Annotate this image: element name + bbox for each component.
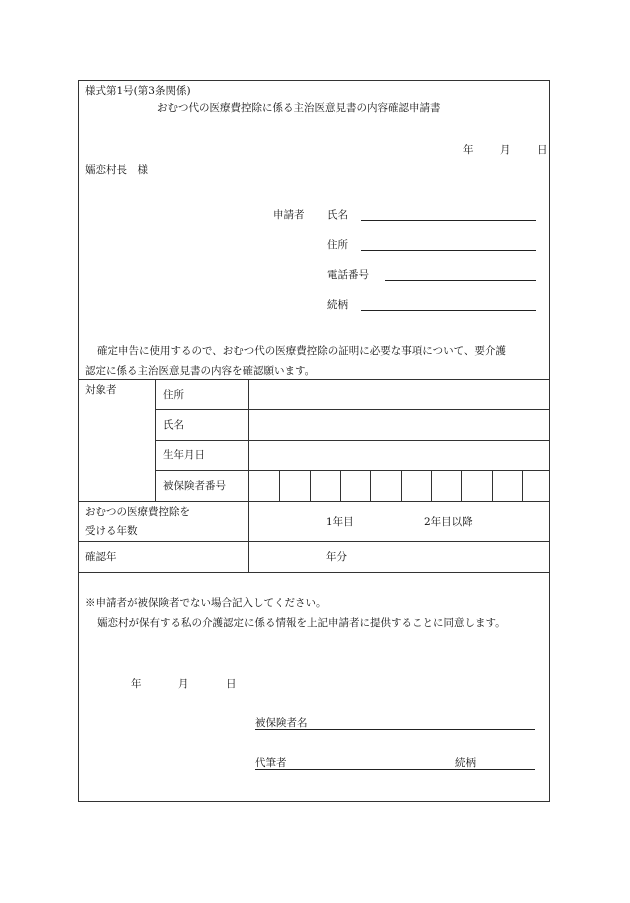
date-day-label: 日 bbox=[537, 144, 548, 156]
confirm-year-label: 確認年 bbox=[85, 551, 117, 563]
insured-name-field[interactable] bbox=[255, 729, 535, 730]
consent-date-day: 日 bbox=[226, 678, 237, 690]
applicant-label: 申請者 bbox=[273, 209, 305, 221]
consent-date-month: 月 bbox=[178, 678, 189, 690]
digit-box-divider bbox=[522, 470, 523, 501]
date-month-label: 月 bbox=[500, 144, 511, 156]
applicant-relation-label: 続柄 bbox=[327, 299, 348, 311]
second-year-option[interactable]: 2年目以降 bbox=[424, 516, 473, 528]
deduction-years-label-1: おむつの医療費控除を bbox=[85, 506, 190, 518]
addressee: 嬬恋村長 様 bbox=[85, 164, 148, 176]
digit-box-divider bbox=[461, 470, 462, 501]
row-divider bbox=[79, 541, 549, 542]
request-text-line-1: 確定申告に使用するので、おむつ代の医療費控除の証明に必要な事項について、要介護 bbox=[97, 345, 506, 357]
request-text-line-2: 認定に係る主治医意見書の内容を確認願います。 bbox=[85, 365, 316, 377]
applicant-phone-field[interactable] bbox=[385, 280, 536, 281]
row-divider bbox=[79, 501, 549, 502]
application-form bbox=[78, 80, 550, 802]
subject-birthdate-label: 生年月日 bbox=[163, 449, 205, 461]
proxy-label: 代筆者 bbox=[255, 757, 287, 769]
proxy-relation-label: 続柄 bbox=[455, 757, 476, 769]
applicant-name-field[interactable] bbox=[361, 220, 536, 221]
subject-birthdate-field[interactable] bbox=[249, 441, 548, 470]
subject-address-field[interactable] bbox=[249, 380, 548, 409]
digit-box-divider bbox=[310, 470, 311, 501]
applicant-relation-field[interactable] bbox=[361, 310, 536, 311]
applicant-address-field[interactable] bbox=[361, 250, 536, 251]
consent-date-year: 年 bbox=[131, 678, 142, 690]
form-title: おむつ代の医療費控除に係る主治医意見書の内容確認申請書 bbox=[157, 102, 441, 114]
insured-number-label: 被保険者番号 bbox=[163, 480, 226, 492]
table-bottom-border bbox=[79, 572, 549, 573]
confirm-year-suffix: 年分 bbox=[326, 551, 347, 563]
applicant-name-label: 氏名 bbox=[327, 209, 348, 221]
date-year-label: 年 bbox=[463, 144, 474, 156]
deduction-years-label-2: 受ける年数 bbox=[85, 525, 138, 537]
subject-address-label: 住所 bbox=[163, 389, 184, 401]
column-divider bbox=[155, 379, 156, 501]
consent-note: ※申請者が被保険者でない場合記入してください。 bbox=[85, 597, 327, 609]
applicant-phone-label: 電話番号 bbox=[327, 269, 369, 281]
digit-box-divider bbox=[340, 470, 341, 501]
subject-name-label: 氏名 bbox=[163, 419, 184, 431]
subject-label: 対象者 bbox=[85, 384, 117, 396]
digit-box-divider bbox=[370, 470, 371, 501]
form-number: 様式第1号(第3条関係) bbox=[85, 85, 191, 97]
subject-name-field[interactable] bbox=[249, 410, 548, 440]
digit-box-divider bbox=[279, 470, 280, 501]
digit-box-divider bbox=[431, 470, 432, 501]
proxy-field[interactable] bbox=[255, 769, 535, 770]
row-divider bbox=[155, 470, 549, 471]
applicant-address-label: 住所 bbox=[327, 239, 348, 251]
consent-statement: 嬬恋村が保有する私の介護認定に係る情報を上記申請者に提供することに同意します。 bbox=[97, 617, 506, 629]
insured-name-label: 被保険者名 bbox=[255, 717, 308, 729]
digit-box-divider bbox=[492, 470, 493, 501]
first-year-option[interactable]: 1年目 bbox=[326, 516, 354, 528]
digit-box-divider bbox=[401, 470, 402, 501]
